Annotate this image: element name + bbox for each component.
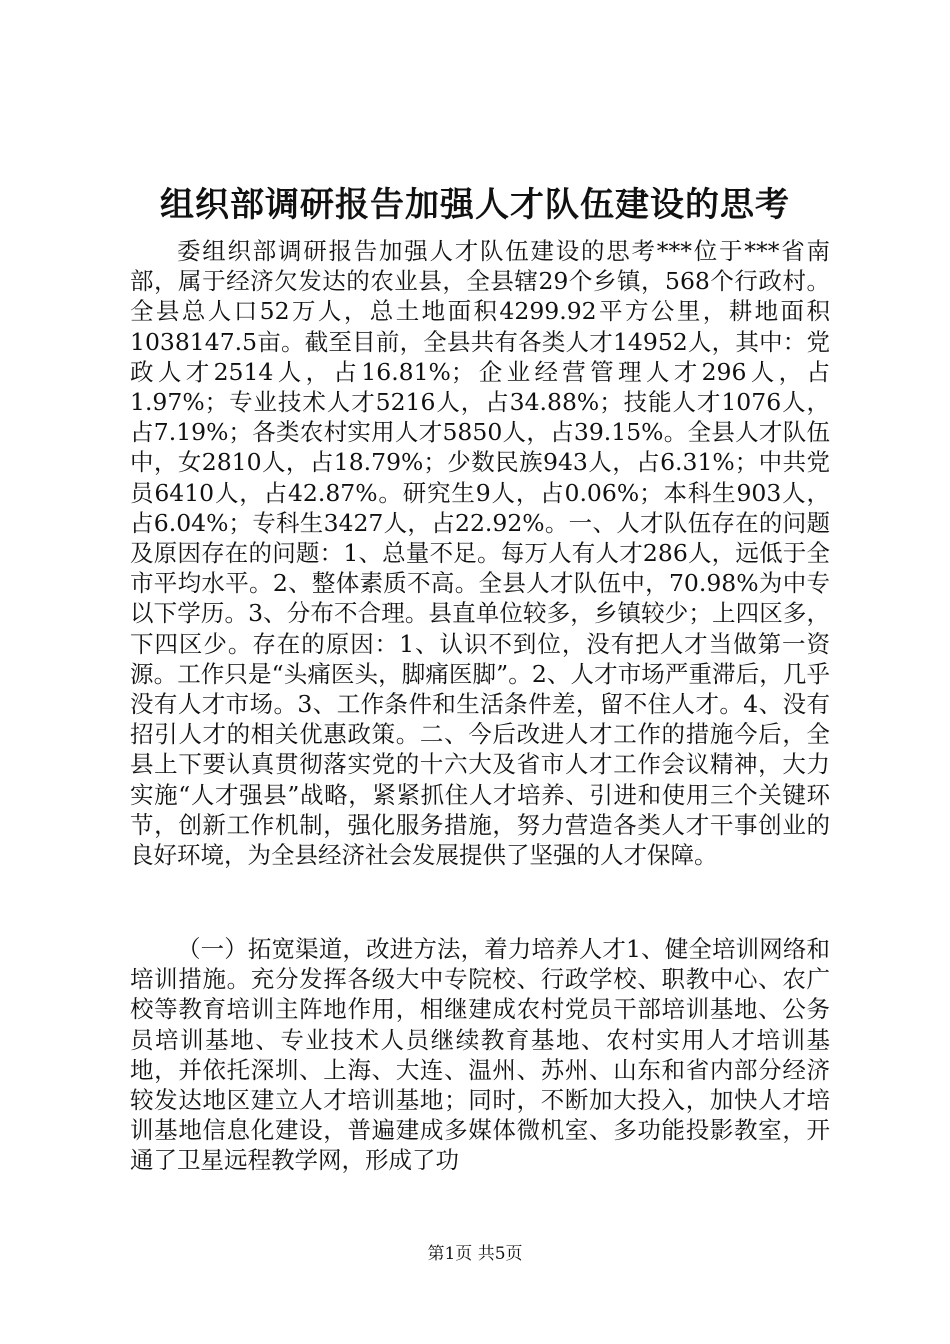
document-title: 组织部调研报告加强人才队伍建设的思考	[160, 185, 790, 225]
body-paragraph-2: （一）拓宽渠道，改进方法，着力培养人才1、健全培训网络和培训措施。充分发挥各级大中专院校、行政学校、职教中心、农广校等教育培训主阵地作用，相继建成农村党员干部培训基地、公务员培训基地、专业技术人员继续教育基地、农村实用人才培训基地，并依托深圳、上海、大连、温州、苏州、山东和省内部分经济较发达地区建立人才培训基地；同时，不断加大投入，加快人才培训基地信息化建设，普遍建成多媒体微机室、多功能投影教室，开通了卫星远程教学网，形成了功	[130, 935, 830, 1175]
page-number-footer: 第1页 共5页	[427, 1244, 523, 1264]
body-paragraph-1: 委组织部调研报告加强人才队伍建设的思考***位于***省南部，属于经济欠发达的农业县，全县辖29个乡镇，568个行政村。全县总人口52万人，总土地面积4299.92平方公里，耕地面积1038147.5亩。截至目前，全县共有各类人才14952人，其中：党政人才2514人，占16.81%；企业经营管理人才296人，占1.97%；专业技术人才5216人，占34.88%；技能人才1076人，占7.19%；各类农村实用人才5850人，占39.15%。全县人才队伍中，女2810人，占18.79%；少数民族943人，占6.31%；中共党员6410人，占42.87%。研究生9人，占0.06%；本科生903人，占6.04%；专科生3427人，占22.92%。一、人才队伍存在的问题及原因存在的问题：1、总量不足。每万人有人才286人，远低于全市平均水平。2、整体素质不高。全县人才队伍中，70.98%为中专以下学历。3、分布不合理。县直单位较多，乡镇较少；上四区多，下四区少。存在的原因：1、认识不到位，没有把人才当做第一资源。工作只是“头痛医头，脚痛医脚”。2、人才市场严重滞后，几乎没有人才市场。3、工作条件和生活条件差，留不住人才。4、没有招引人才的相关优惠政策。二、今后改进人才工作的措施今后，全县上下要认真贯彻落实党的十六大及省市人才工作会议精神，大力实施“人才强县”战略，紧紧抓住人才培养、引进和使用三个关键环节，创新工作机制，强化服务措施，努力营造各类人才干事创业的良好环境，为全县经济社会发展提供了坚强的人才保障。	[130, 237, 830, 870]
